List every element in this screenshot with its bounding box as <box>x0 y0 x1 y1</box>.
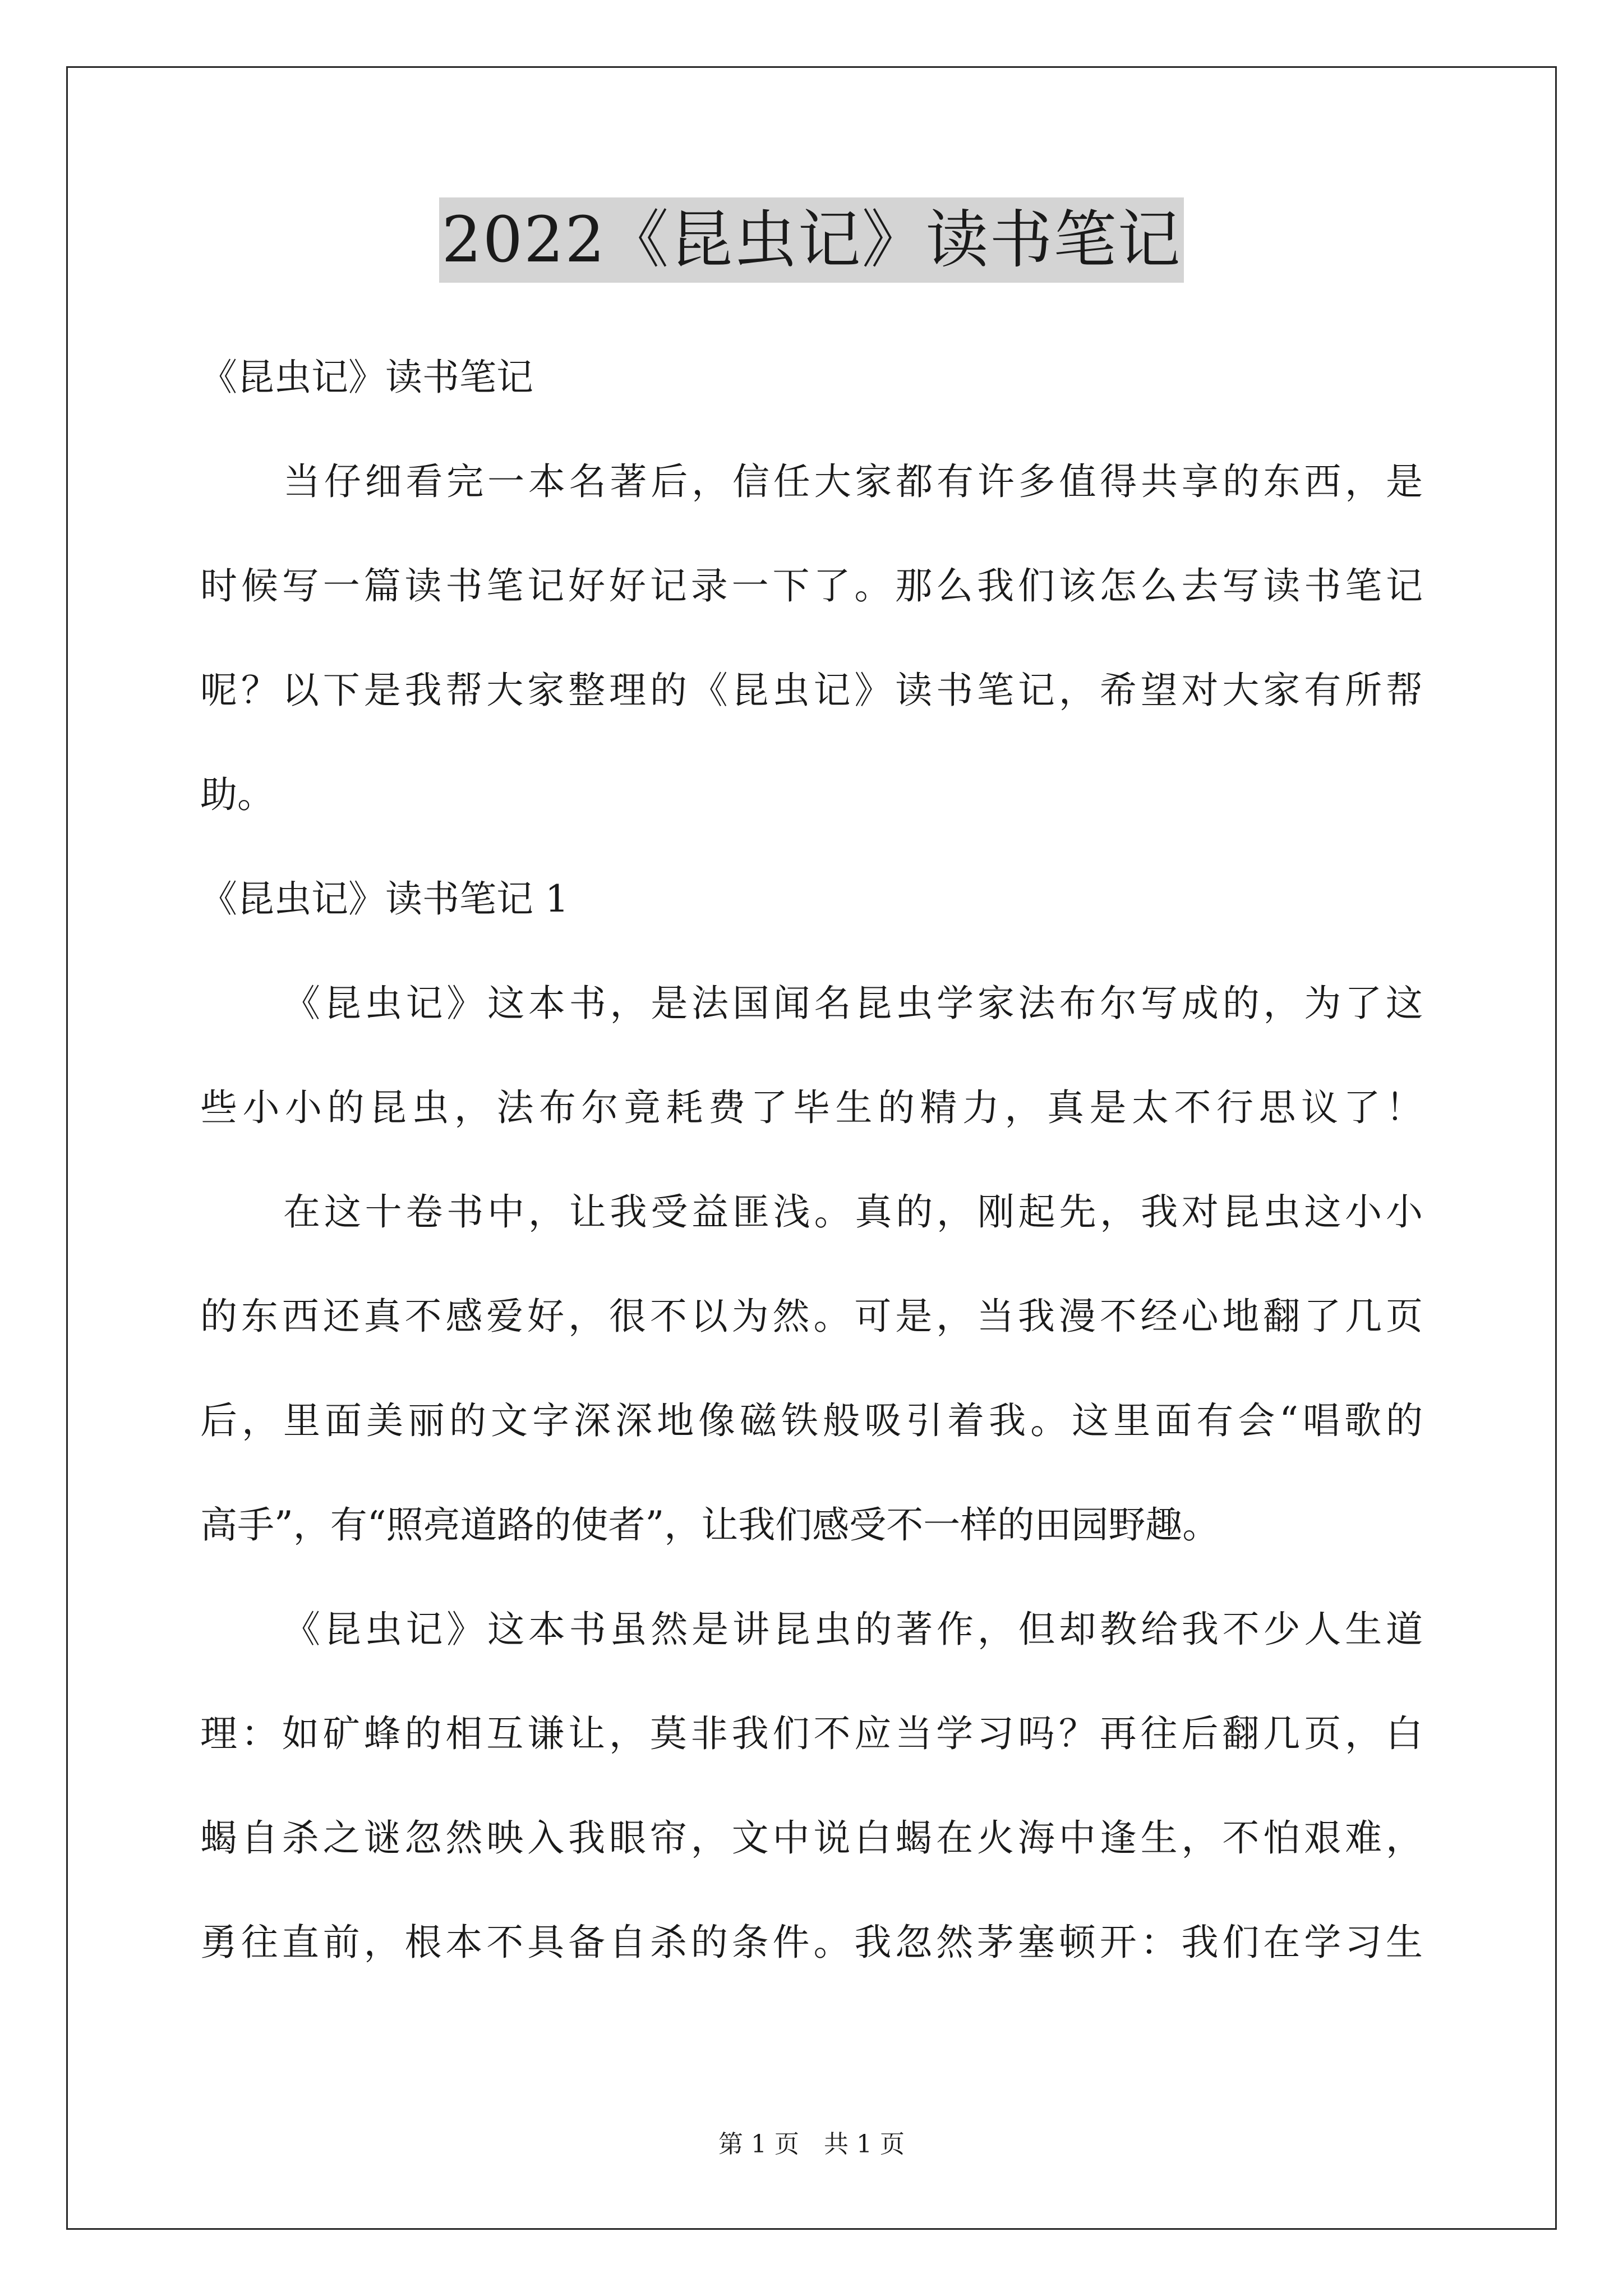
section-heading: 《昆虫记》读书笔记 1 <box>200 877 569 921</box>
text-line: 当仔细看完一本名著后，信任大家都有许多值得共享的东西，是 <box>283 460 1423 503</box>
text-line: 些小小的昆虫，法布尔竟耗费了毕生的精力，真是太不行思议了！ <box>200 1086 1423 1129</box>
text-line: 高手”，有“照亮道路的使者”，让我们感受不一样的田园野趣。 <box>200 1503 1220 1547</box>
page-number-footer: 第 1 页 共 1 页 <box>718 2130 905 2159</box>
text-line: 后，里面美丽的文字深深地像磁铁般吸引着我。这里面有会“唱歌的 <box>200 1399 1423 1442</box>
title-container <box>0 197 1623 283</box>
subtitle-line: 《昆虫记》读书笔记 <box>200 356 533 399</box>
text-line: 呢？以下是我帮大家整理的《昆虫记》读书笔记，希望对大家有所帮 <box>200 669 1423 712</box>
text-line: 《昆虫记》这本书虽然是讲昆虫的著作，但却教给我不少人生道 <box>283 1608 1423 1651</box>
text-line: 蝎自杀之谜忽然映入我眼帘，文中说白蝎在火海中逢生，不怕艰难， <box>200 1816 1423 1860</box>
document-title: 2022《昆虫记》读书笔记 <box>439 197 1183 283</box>
text-line: 时候写一篇读书笔记好好记录一下了。那么我们该怎么去写读书笔记 <box>200 564 1423 608</box>
text-line: 理：如矿蜂的相互谦让，莫非我们不应当学习吗？再往后翻几页，白 <box>200 1712 1423 1755</box>
text-line: 在这十卷书中，让我受益匪浅。真的，刚起先，我对昆虫这小小 <box>283 1190 1423 1234</box>
text-line: 《昆虫记》这本书，是法国闻名昆虫学家法布尔写成的，为了这 <box>283 982 1423 1025</box>
text-line: 助。 <box>200 773 274 816</box>
text-line: 勇往直前，根本不具备自杀的条件。我忽然茅塞顿开：我们在学习生 <box>200 1921 1423 1964</box>
text-line: 的东西还真不感爱好，很不以为然。可是，当我漫不经心地翻了几页 <box>200 1295 1423 1338</box>
